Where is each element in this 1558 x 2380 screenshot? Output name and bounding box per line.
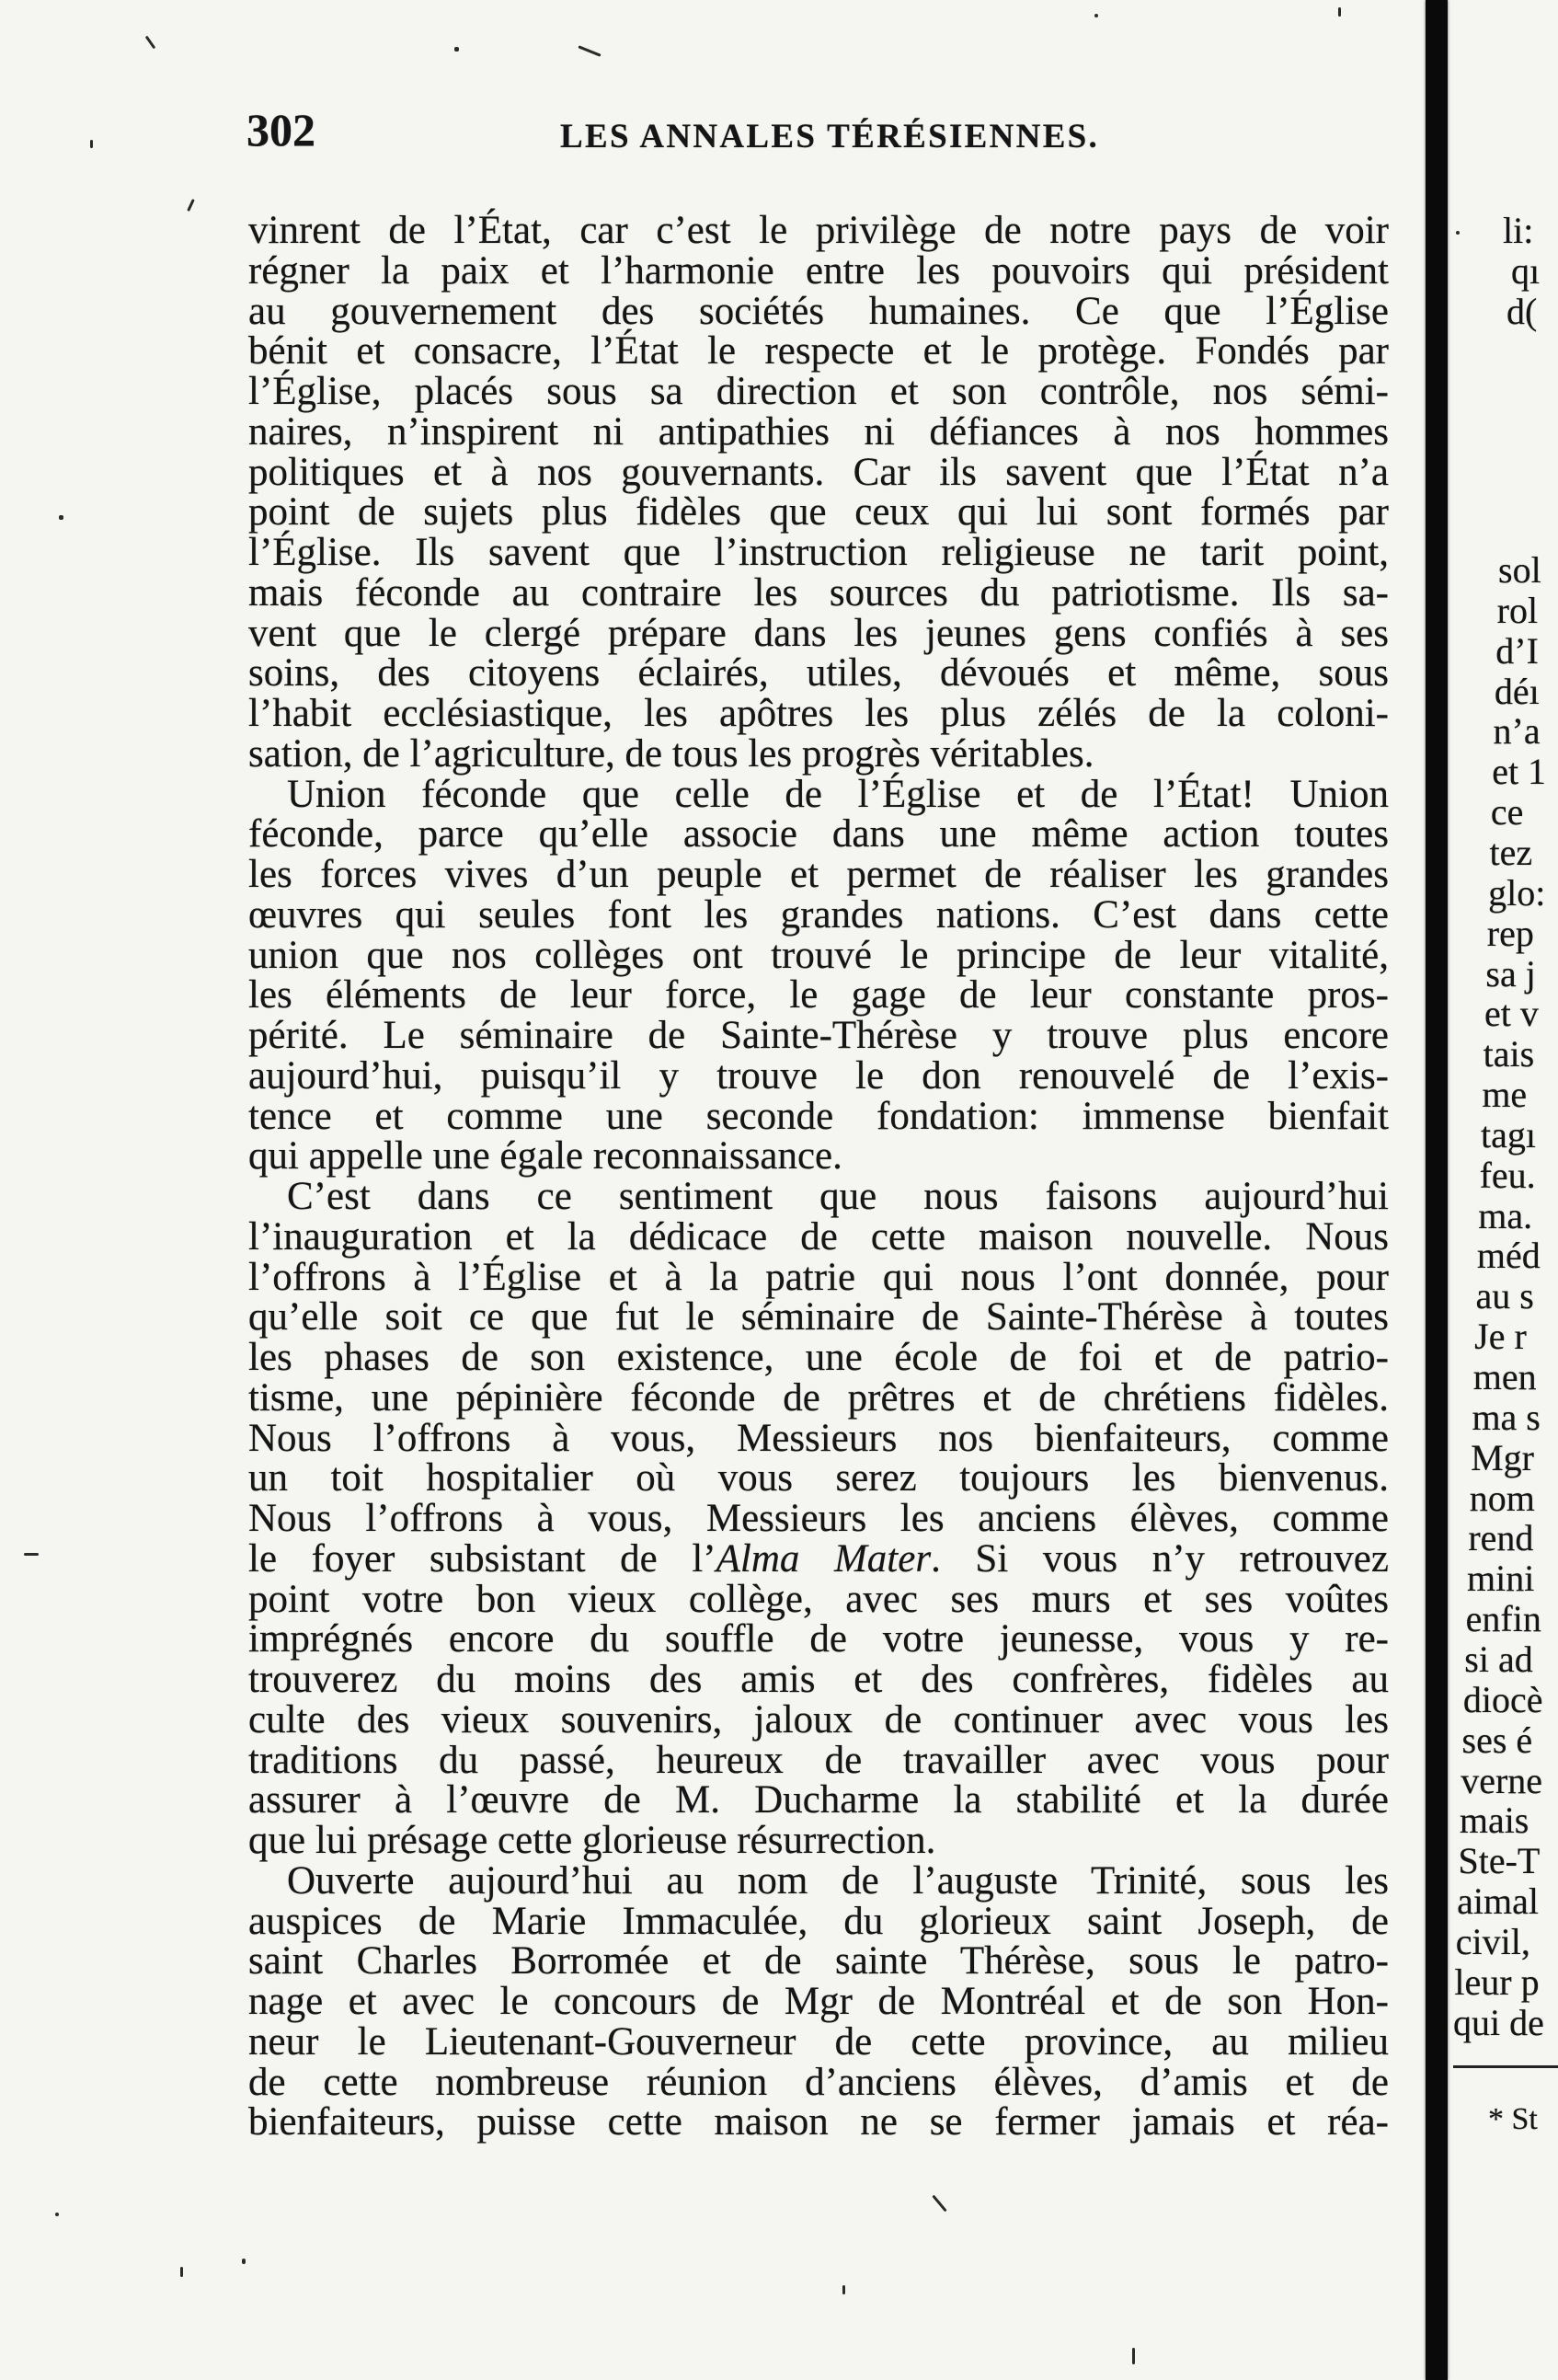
binding-gutter bbox=[1426, 0, 1448, 2380]
facing-page-fragment: ma s bbox=[1472, 1396, 1541, 1438]
text-line: traditions du passé, heureux de travailler avec vous pour bbox=[248, 1738, 1389, 1782]
text-line: l’Église. Ils savent que l’instruction religieuse ne tarit point, bbox=[248, 531, 1389, 574]
facing-page-fragment: rep bbox=[1486, 912, 1534, 954]
facing-page-fragment: si ad bbox=[1464, 1638, 1533, 1680]
facing-page-fragment: Mgr bbox=[1471, 1436, 1534, 1478]
facing-page-fragment: et 1 bbox=[1492, 751, 1547, 793]
text-line: vinrent de l’État, car c’est le privilège de notre pays de voir bbox=[248, 209, 1389, 252]
scan-speck bbox=[454, 47, 459, 52]
facing-page-fragment: rol bbox=[1496, 589, 1539, 631]
text-line: l’inauguration et la dédicace de cette maison nouvelle. Nous bbox=[248, 1214, 1389, 1259]
text-line: bienfaiteurs, puisse cette maison ne se fermer jamais et réa- bbox=[248, 2100, 1389, 2144]
text-segment: le foyer subsistant de l’ bbox=[248, 1536, 716, 1581]
facing-page-fragment: sa j bbox=[1485, 952, 1536, 995]
text-line: aujourd’hui, puisqu’il y trouve le don renouvelé de l’exis- bbox=[248, 1053, 1389, 1098]
text-segment: . Si vous n’y retrouvez bbox=[931, 1536, 1389, 1581]
text-line: tence et comme une seconde fondation: immense bienfait bbox=[248, 1094, 1389, 1138]
facing-page-fragment: rend bbox=[1468, 1517, 1534, 1559]
text-line: union que nos collèges ont trouvé le principe de leur vitalité, bbox=[248, 933, 1389, 977]
text-line: sation, de l’agriculture, de tous les progrès véritables. bbox=[248, 731, 1094, 776]
facing-page-fragment: mais bbox=[1459, 1799, 1529, 1842]
text-line: œuvres qui seules font les grandes nations. C’est dans cette bbox=[248, 892, 1389, 937]
text-line: l’Église, placés sous sa direction et son contrôle, nos sémi- bbox=[248, 370, 1389, 413]
text-line: naires, n’inspirent ni antipathies ni défiances à nos hommes bbox=[248, 409, 1389, 454]
text-line: soins, des citoyens éclairés, utiles, dévoués et même, sous bbox=[248, 651, 1389, 696]
text-line: périté. Le séminaire de Sainte-Thérèse y trouve plus encore bbox=[248, 1014, 1389, 1057]
text-line: Ouverte aujourd’hui au nom de l’auguste Trinité, sous les bbox=[287, 1858, 1389, 1903]
facing-page-fragment: civil, bbox=[1455, 1920, 1530, 1962]
text-line: point de sujets plus fidèles que ceux qui lui sont formés par bbox=[248, 490, 1389, 535]
text-line: vent que le clergé prépare dans les jeunes gens confiés à ses bbox=[248, 611, 1389, 655]
text-line: auspices de Marie Immaculée, du glorieux saint Joseph, de bbox=[248, 1899, 1389, 1943]
facing-page-fragment: Je r bbox=[1474, 1316, 1527, 1358]
text-line: neur le Lieutenant-Gouverneur de cette province, au milieu bbox=[248, 2019, 1389, 2064]
scan-speck bbox=[187, 199, 195, 212]
paragraph bbox=[248, 1177, 1389, 1861]
scan-speck bbox=[145, 36, 156, 50]
text-line: les forces vives d’un peuple et permet de réaliser les grandes bbox=[248, 853, 1389, 896]
facing-page-fragment: n’a bbox=[1493, 710, 1541, 753]
facing-page-fragment: enfin bbox=[1465, 1598, 1541, 1640]
facing-page-fragment: glo: bbox=[1488, 871, 1546, 914]
text-line: qui appelle une égale reconnaissance. bbox=[248, 1134, 842, 1179]
scan-speck bbox=[55, 2213, 59, 2216]
facing-page-fragment: tais bbox=[1483, 1033, 1535, 1075]
facing-page-fragment: d’I bbox=[1495, 629, 1539, 672]
facing-page-fragment: déı bbox=[1494, 670, 1540, 712]
facing-page-top-fragments bbox=[1449, 211, 1558, 339]
scan-speck bbox=[242, 2259, 246, 2264]
facing-page-fragment: leur p bbox=[1454, 1960, 1540, 2003]
text-line: Nous l’offrons à vous, Messieurs les anciens élèves, comme bbox=[248, 1497, 1389, 1540]
facing-page-fragment: qui de bbox=[1453, 2001, 1544, 2043]
footnote-fragment: * St bbox=[1488, 2102, 1538, 2136]
text-line: point votre bon vieux collège, avec ses murs et ses voûtes bbox=[248, 1577, 1389, 1621]
text-line: culte des vieux souvenirs, jaloux de continuer avec vous les bbox=[248, 1697, 1389, 1742]
scan-speck bbox=[1456, 231, 1460, 235]
text-line bbox=[248, 1536, 1389, 1581]
paragraph bbox=[248, 211, 1389, 775]
text-line: imprégnés encore du souffle de votre jeunesse, vous y re- bbox=[248, 1617, 1389, 1661]
text-line: qu’elle soit ce que fut le séminaire de Sainte-Thérèse à toutes bbox=[248, 1295, 1389, 1339]
scan-speck bbox=[932, 2195, 946, 2213]
text-line: tisme, une pépinière féconde de prêtres et de chrétiens fidèles. bbox=[248, 1375, 1389, 1420]
facing-page-fragment: ses é bbox=[1461, 1719, 1533, 1761]
facing-page-fragment: verne bbox=[1461, 1759, 1543, 1801]
text-line: féconde, parce qu’elle associe dans une même action toutes bbox=[248, 812, 1389, 857]
text-line: saint Charles Borromée et de sainte Thérèse, sous le patro- bbox=[248, 1939, 1389, 1983]
text-line: Union féconde que celle de l’Église et de l’État! Union bbox=[287, 772, 1389, 816]
paragraph bbox=[248, 1858, 1389, 2144]
text-line: régner la paix et l’harmonie entre les pouvoirs qui président bbox=[248, 248, 1389, 293]
facing-page-fragment: sol bbox=[1498, 550, 1541, 591]
text-line: un toit hospitalier où vous serez toujours les bienvenus. bbox=[248, 1456, 1389, 1500]
facing-page-fragment: méd bbox=[1476, 1235, 1541, 1277]
text-line: mais féconde au contraire les sources du patriotisme. Ils sa- bbox=[248, 570, 1389, 615]
text-line: trouverez du moins des amis et des confrères, fidèles au bbox=[248, 1658, 1389, 1701]
facing-page-fragment: li: bbox=[1503, 211, 1534, 251]
facing-page-fragment: diocè bbox=[1462, 1678, 1543, 1720]
text-line: l’habit ecclésiastique, les apôtres les plus zélés de la coloni- bbox=[248, 692, 1389, 735]
facing-page-fragment: nom bbox=[1469, 1477, 1535, 1519]
facing-page-fragment: ce bbox=[1490, 791, 1524, 834]
scan-speck bbox=[1132, 2348, 1135, 2364]
body-text bbox=[248, 211, 1389, 2143]
text-line: bénit et consacre, l’État le respecte et le protège. Fondés par bbox=[248, 329, 1389, 374]
facing-page-fragment: tagı bbox=[1480, 1113, 1536, 1156]
facing-page-fragment: au s bbox=[1475, 1275, 1534, 1317]
text-line: au gouvernement des sociétés humaines. Ce que l’Église bbox=[248, 289, 1389, 333]
italic-title: Alma Mater bbox=[716, 1536, 932, 1581]
scan-speck bbox=[578, 45, 601, 57]
text-line: C’est dans ce sentiment que nous faisons aujourd’hui bbox=[287, 1175, 1389, 1218]
scan-speck bbox=[24, 1553, 39, 1556]
text-line: les phases de son existence, une école de foi et de patrio- bbox=[248, 1336, 1389, 1379]
page-number: 302 bbox=[246, 104, 315, 155]
text-line: Nous l’offrons à vous, Messieurs nos bienfaiteurs, comme bbox=[248, 1416, 1389, 1460]
facing-page-fragment: d( bbox=[1506, 290, 1538, 332]
text-line: que lui présage cette glorieuse résurrection. bbox=[248, 1819, 936, 1862]
scan-speck bbox=[90, 140, 93, 148]
text-line: nage et avec le concours de Mgr de Montréal et de son Hon- bbox=[248, 1980, 1389, 2023]
facing-page-fragment: ma. bbox=[1478, 1194, 1533, 1236]
facing-page-fragment: men bbox=[1472, 1356, 1537, 1397]
facing-page-fragment: Ste-T bbox=[1458, 1840, 1541, 1882]
facing-page-fragment: mini bbox=[1467, 1558, 1535, 1600]
facing-page-fragment: tez bbox=[1489, 831, 1533, 873]
text-line: de cette nombreuse réunion d’anciens élèves, d’amis et de bbox=[248, 2060, 1389, 2104]
facing-page-fragment: feu. bbox=[1479, 1154, 1536, 1196]
footnote-rule bbox=[1453, 2065, 1558, 2068]
scan-speck bbox=[59, 515, 63, 520]
scan-speck bbox=[842, 2285, 845, 2294]
paragraph bbox=[248, 772, 1389, 1179]
text-line: les éléments de leur force, le gage de leur constante pros- bbox=[248, 973, 1389, 1018]
text-line: politiques et à nos gouvernants. Car ils savent que l’État n’a bbox=[248, 450, 1389, 494]
facing-page-fragment: me bbox=[1482, 1074, 1528, 1116]
scan-speck bbox=[1338, 7, 1341, 17]
facing-page-fragment: qı bbox=[1511, 249, 1541, 292]
facing-page-fragment: aimal bbox=[1457, 1880, 1539, 1923]
running-title: LES ANNALES TÉRÉSIENNES. bbox=[560, 118, 1100, 155]
facing-page-column bbox=[1449, 550, 1558, 2050]
scan-speck bbox=[180, 2267, 183, 2277]
text-line: l’offrons à l’Église et à la patrie qui nous l’ont donnée, pour bbox=[248, 1255, 1389, 1299]
facing-page-fragment: et v bbox=[1484, 993, 1539, 1035]
text-line: assurer à l’œuvre de M. Ducharme la stabilité et la durée bbox=[248, 1778, 1389, 1822]
scan-speck bbox=[1094, 14, 1098, 17]
